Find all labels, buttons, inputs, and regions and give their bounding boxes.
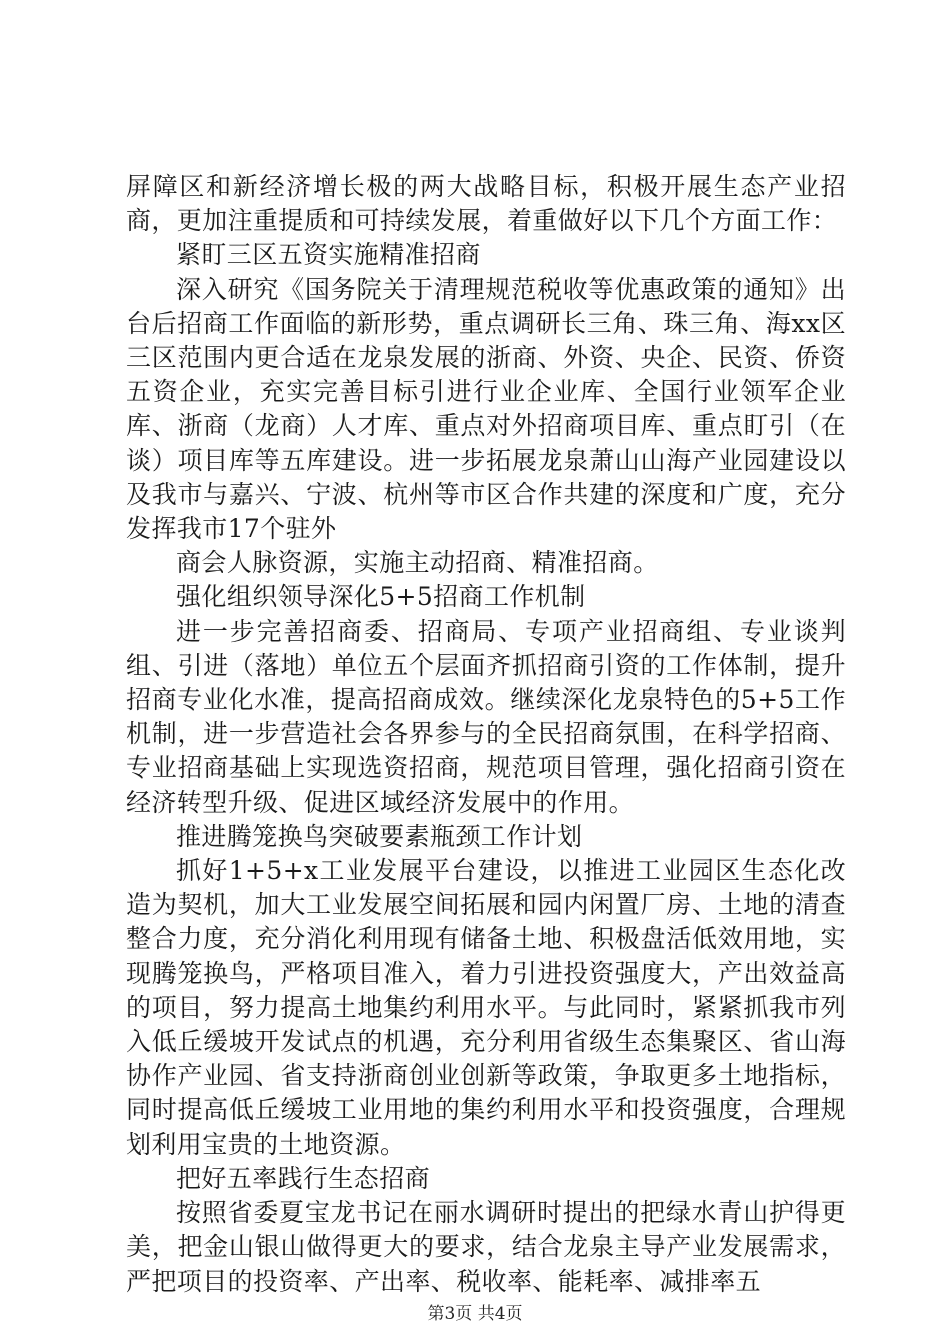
page-footer: 第3页 共4页 bbox=[427, 1304, 523, 1324]
paragraph: 商会人脉资源，实施主动招商、精准招商。 bbox=[176, 548, 659, 578]
section-heading: 推进腾笼换鸟突破要素瓶颈工作计划 bbox=[176, 821, 583, 851]
paragraph: 进一步完善招商委、招商局、专项产业招商组、专业谈判组、引进（落地）单位五个层面齐抓招商引资的工作体制，提升招商专业化水准，提高招商成效。继续深化龙泉特色的5+5工作机制，进一步营造社会各界参与的全民招商氛围，在科学招商、专业招商基础上实现选资招商，规范项目管理，强化招商引资在经济转型升级、促进区域经济发展中的作用。 bbox=[126, 616, 846, 817]
body-text bbox=[126, 170, 846, 1299]
section-heading: 紧盯三区五资实施精准招商 bbox=[176, 240, 481, 270]
paragraph: 抓好1+5+x工业发展平台建设，以推进工业园区生态化改造为契机，加大工业发展空间拓展和园内闲置厂房、土地的清查整合力度，充分消化利用现有储备土地、积极盘活低效用地，实现腾笼换鸟，严格项目准入，着力引进投资强度大，产出效益高的项目，努力提高土地集约利用水平。与此同时，紧紧抓我市列入低丘缓坡开发试点的机遇，充分利用省级生态集聚区、省山海协作产业园、省支持浙商创业创新等政策，争取更多土地指标，同时提高低丘缓坡工业用地的集约利用水平和投资强度，合理规划利用宝贵的土地资源。 bbox=[126, 856, 846, 1159]
section-heading: 强化组织领导深化5+5招商工作机制 bbox=[176, 582, 586, 612]
paragraph-continuation: 屏障区和新经济增长极的两大战略目标，积极开展生态产业招商，更加注重提质和可持续发展，着重做好以下几个方面工作： bbox=[126, 172, 846, 236]
paragraph: 深入研究《国务院关于清理规范税收等优惠政策的通知》出台后招商工作面临的新形势，重点调研长三角、珠三角、海xx区三区范围内更合适在龙泉发展的浙商、外资、央企、民资、侨资五资企业，充实完善目标引进行业企业库、全国行业领军企业库、浙商（龙商）人才库、重点对外招商项目库、重点盯引（在谈）项目库等五库建设。进一步拓展龙泉萧山山海产业园建设以及我市与嘉兴、宁波、杭州等市区合作共建的深度和广度，充分发挥我市17个驻外 bbox=[126, 274, 846, 544]
section-heading: 把好五率践行生态招商 bbox=[176, 1163, 431, 1193]
paragraph: 按照省委夏宝龙书记在丽水调研时提出的把绿水青山护得更美，把金山银山做得更大的要求，结合龙泉主导产业发展需求，严把项目的投资率、产出率、税收率、能耗率、减排率五 bbox=[126, 1198, 846, 1296]
